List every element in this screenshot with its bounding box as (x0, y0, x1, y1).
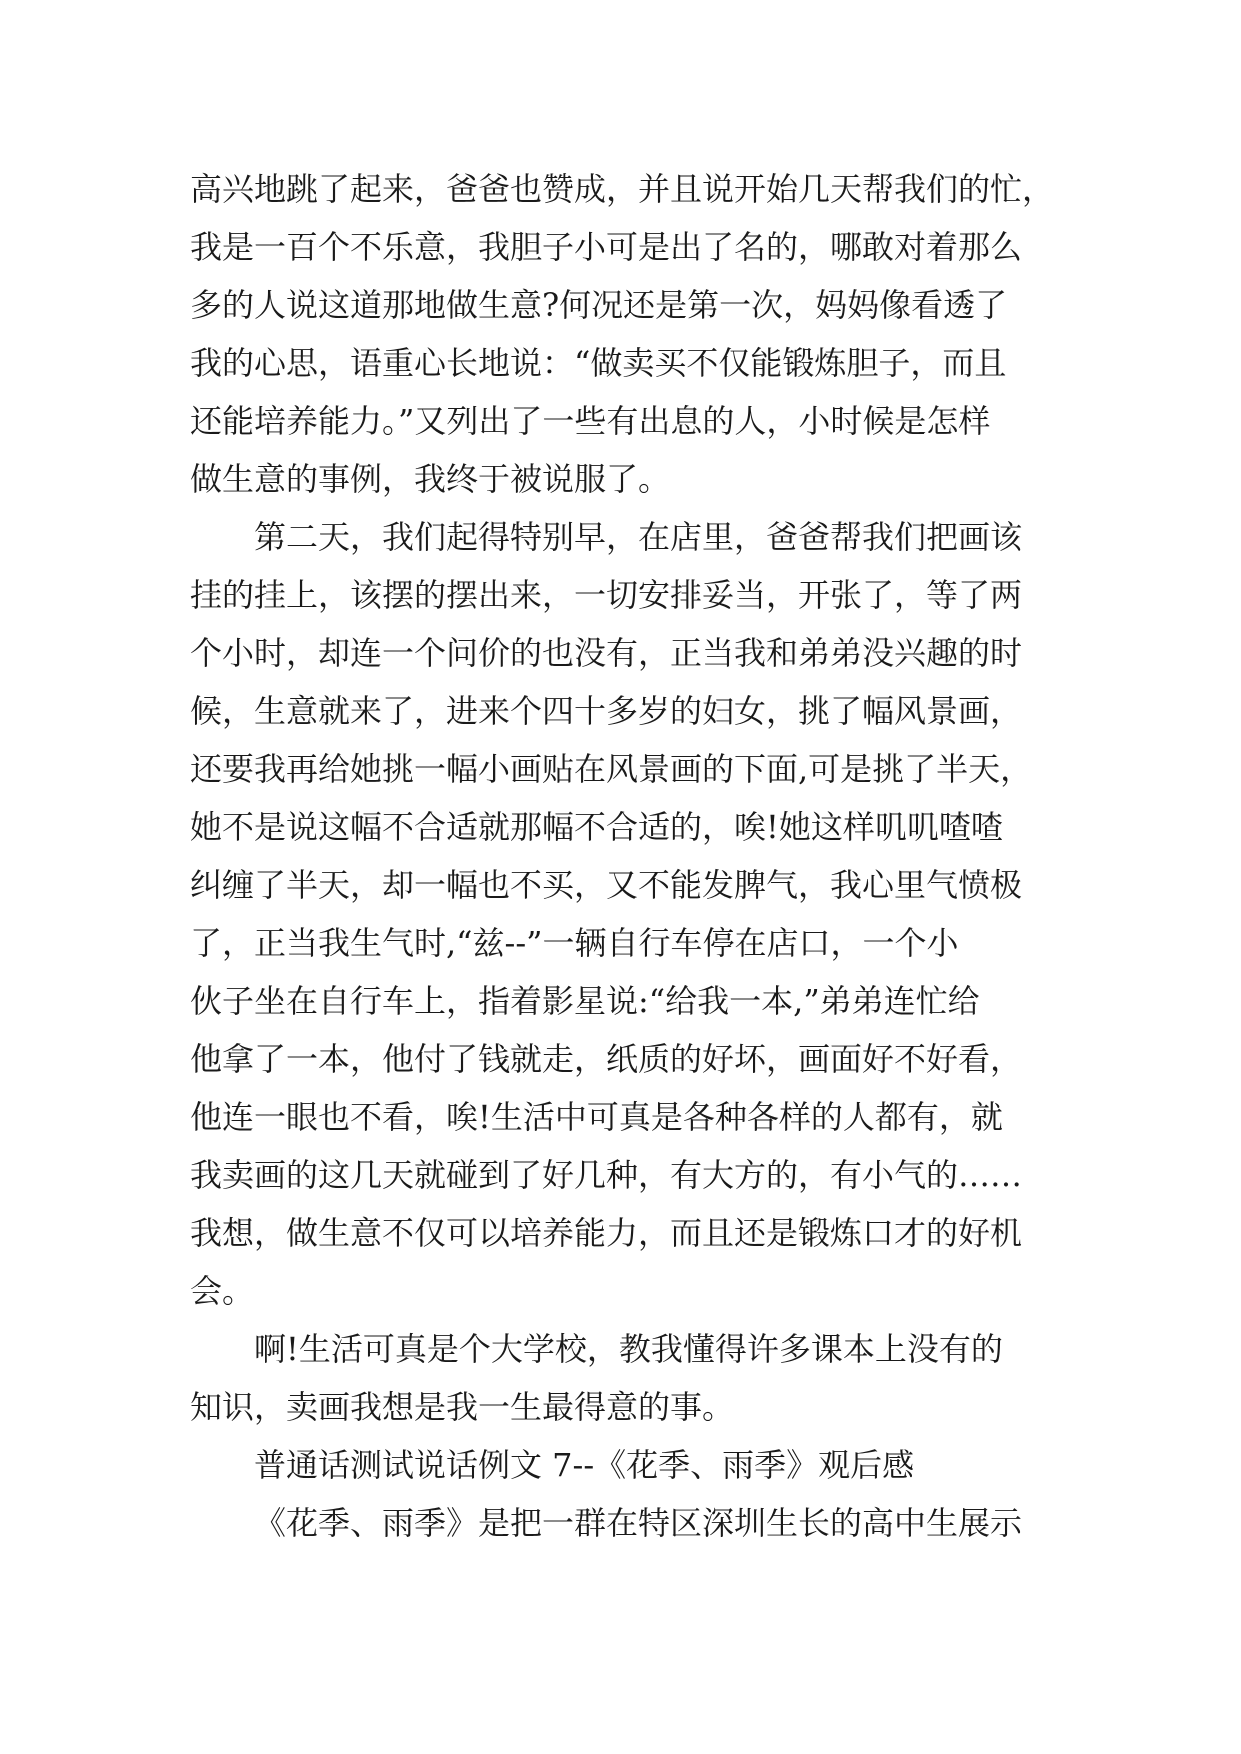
text-line: 还要我再给她挑一幅小画贴在风景画的下面,可是挑了半天， (190, 750, 1033, 788)
text-line: 我卖画的这几天就碰到了好几种，有大方的，有小气的…… (190, 1156, 1023, 1194)
text-line: 还能培养能力。”又列出了一些有出息的人，小时候是怎样 (190, 402, 991, 440)
text-line: 了，正当我生气时,“兹--”一辆自行车停在店口，一个小 (190, 924, 959, 962)
text-line: 他拿了一本，他付了钱就走，纸质的好坏，画面好不好看， (190, 1040, 1023, 1078)
section-heading (190, 1436, 1062, 1494)
text-line: 做生意的事例，我终于被说服了。 (190, 460, 671, 498)
text-line: 我想，做生意不仅可以培养能力，而且还是锻炼口才的好机 (190, 1214, 1023, 1252)
text-line: 挂的挂上，该摆的摆出来，一切安排妥当，开张了，等了两 (190, 576, 1023, 614)
text-line: 我的心思，语重心长地说：“做卖买不仅能锻炼胆子，而且 (190, 344, 1007, 382)
text-line: 知识，卖画我想是我一生最得意的事。 (190, 1388, 735, 1426)
paragraph-5 (190, 1494, 1062, 1552)
text-line: 多的人说这道那地做生意?何况还是第一次，妈妈像看透了 (190, 286, 1008, 324)
text-line: 第二天，我们起得特别早，在店里，爸爸帮我们把画该 (254, 518, 1023, 556)
text-line: 《花季、雨季》是把一群在特区深圳生长的高中生展示 (254, 1504, 1023, 1542)
text-line: 伙子坐在自行车上，指着影星说:“给我一本,”弟弟连忙给 (190, 982, 980, 1020)
paragraph-2 (190, 508, 1062, 1320)
text-line: 纠缠了半天，却一幅也不买，又不能发脾气，我心里气愤极 (190, 866, 1023, 904)
text-line: 他连一眼也不看，唉!生活中可真是各种各样的人都有，就 (190, 1098, 1003, 1136)
text-line: 她不是说这幅不合适就那幅不合适的，唉!她这样叽叽喳喳 (190, 808, 1003, 846)
text-line: 高兴地跳了起来，爸爸也赞成，并且说开始几天帮我们的忙， (190, 170, 1055, 208)
text-line: 个小时，却连一个问价的也没有，正当我和弟弟没兴趣的时 (190, 634, 1023, 672)
heading-line: 普通话测试说话例文 7--《花季、雨季》观后感 (254, 1446, 915, 1484)
paragraph-1 (190, 160, 1062, 508)
text-line: 啊!生活可真是个大学校，教我懂得许多课本上没有的 (254, 1330, 1003, 1368)
text-line: 我是一百个不乐意，我胆子小可是出了名的，哪敢对着那么 (190, 228, 1023, 266)
paragraph-3 (190, 1320, 1062, 1436)
document-body (190, 160, 1062, 1552)
text-line: 会。 (190, 1272, 255, 1310)
text-line: 候，生意就来了，进来个四十多岁的妇女，挑了幅风景画， (190, 692, 1023, 730)
